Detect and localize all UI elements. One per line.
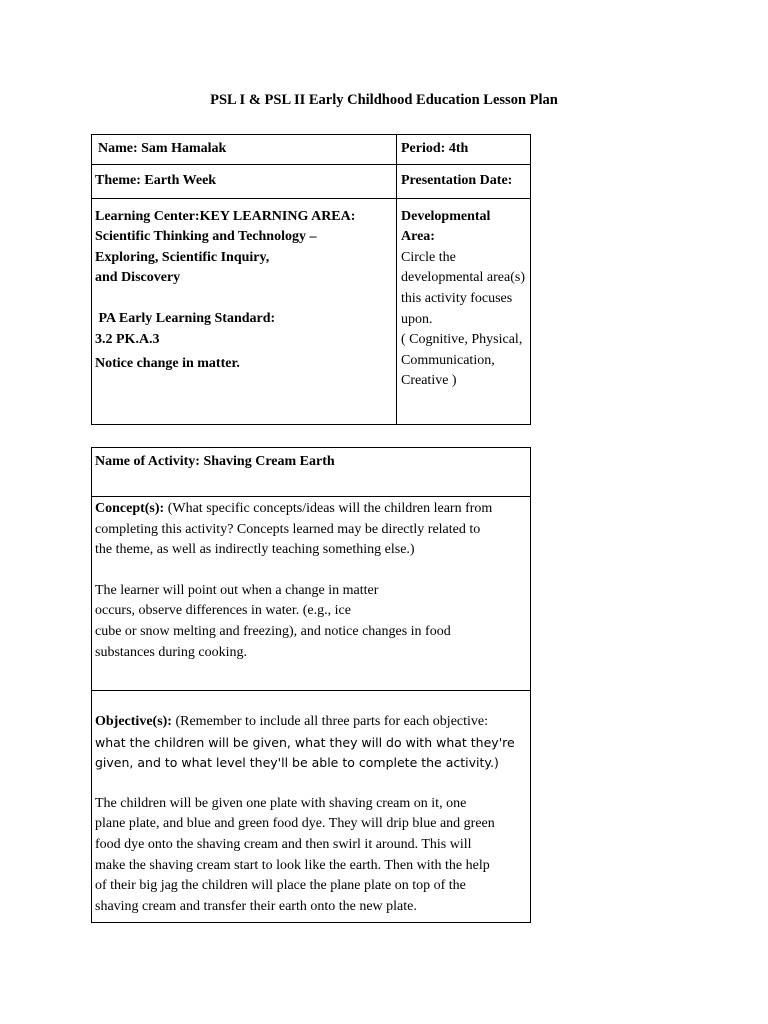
objectives-prompt-line: what the children will be given, what they will do with what they're [95,734,515,750]
objectives-answer-line: The children will be given one plate with shaving cream on it, one [95,795,467,811]
developmental-area-label: Developmental Area: [401,208,491,245]
concepts-prompt-line: the theme, as well as indirectly teaching something else.) [95,542,415,558]
objectives-prompt-line: given, and to what level they'll be able to complete the activity.) [95,755,499,771]
objectives-answer-line: make the shaving cream start to look like the earth. Then with the help [95,857,490,873]
concepts-cell [92,497,531,691]
spacer [95,561,527,581]
learning-center-line: Scientific Thinking and Technology – [95,229,317,245]
presentation-date-cell: Presentation Date: [397,164,531,198]
developmental-area-cell [397,198,531,424]
developmental-area-line: Creative ) [401,373,457,389]
theme-cell: Theme: Earth Week [92,164,397,198]
concepts-label: Concept(s): [95,501,165,516]
standard-line: Notice change in matter. [95,356,240,372]
activity-name-cell: Name of Activity: Shaving Cream Earth [92,448,531,497]
developmental-area-line: upon. [401,311,433,327]
learning-center-line: Exploring, Scientific Inquiry, [95,249,270,265]
concepts-answer-line: occurs, observe differences in water. (e.g., ice [95,603,351,619]
learning-center-cell [92,198,397,424]
objectives-prompt-text: (Remember to include all three parts for each objective: [171,714,489,729]
period-cell: Period: 4th [397,135,531,165]
activity-table [91,447,531,923]
concepts-answer-line: cube or snow melting and freezing), and notice changes in food [95,623,451,639]
objectives-answer-line: shaving cream and transfer their earth onto the new plate. [95,898,417,914]
header-table [91,134,531,425]
standard-line: PA Early Learning Standard: [95,310,276,326]
developmental-area-line: Communication, [401,352,495,368]
concepts-answer-line: substances during cooking. [95,644,248,660]
objectives-label: Objective(s): [95,714,172,729]
spacer [95,289,393,309]
concepts-answer-line: The learner will point out when a change in matter [95,582,379,598]
name-cell: Name: Sam Hamalak [92,135,397,165]
developmental-area-line: developmental area(s) [401,270,525,286]
objectives-answer-line: of their big jag the children will place the plane plate on top of the [95,878,466,894]
objectives-answer-line: food dye onto the shaving cream and then swirl it around. This will [95,836,472,852]
developmental-area-line: Circle the [401,249,456,265]
concepts-prompt-line: completing this activity? Concepts learned may be directly related to [95,521,481,537]
developmental-area-line: ( Cognitive, Physical, [401,332,523,348]
objectives-cell [92,691,531,923]
standard-line: 3.2 PK.A.3 [95,331,160,347]
page-title: PSL I & PSL II Early Childhood Education Lesson Plan [210,92,558,108]
spacer [95,774,527,794]
concepts-prompt-text: (What specific concepts/ideas will the children learn from [164,501,493,516]
concepts-prompt-line [95,499,527,520]
objectives-prompt-line [95,712,527,733]
developmental-area-line: this activity focuses [401,290,513,306]
learning-center-line: and Discovery [95,270,181,286]
learning-center-line: Learning Center:KEY LEARNING AREA: [95,208,356,224]
objectives-answer-line: plane plate, and blue and green food dye. They will drip blue and green [95,816,495,832]
